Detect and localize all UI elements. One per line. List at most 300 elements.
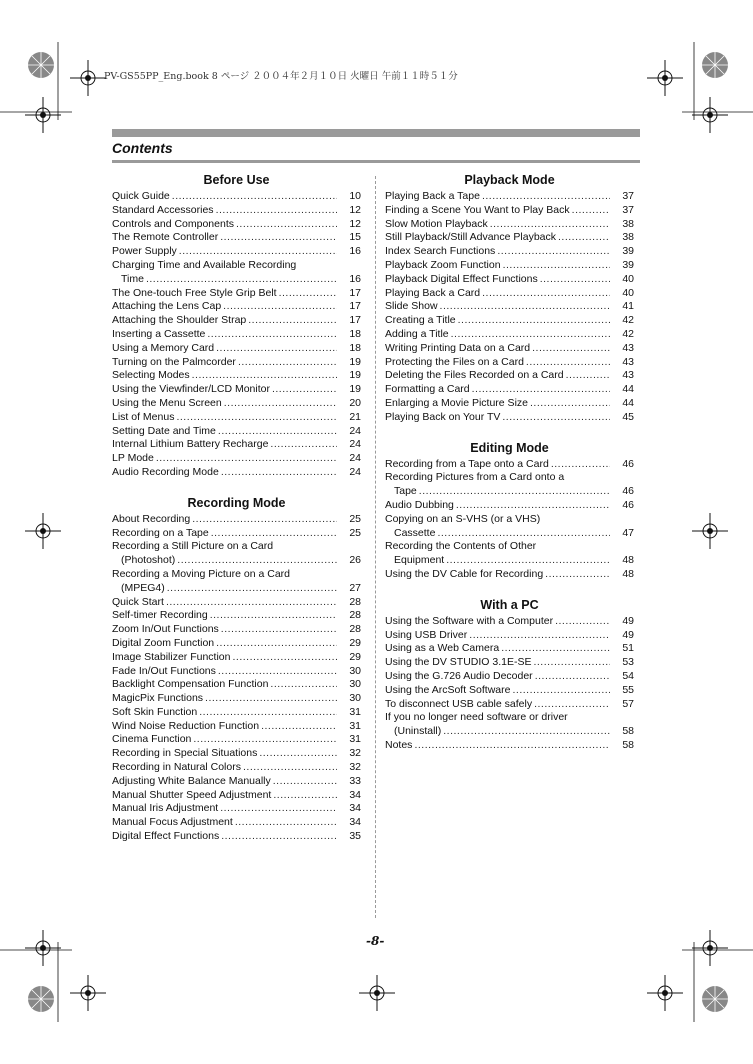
- dot-leader: [221, 830, 337, 844]
- toc-entry: [112, 720, 361, 734]
- toc-entry-page: 24: [349, 465, 361, 478]
- toc-entry-text: Audio Dubbing: [385, 498, 454, 511]
- toc-entry: [385, 231, 634, 245]
- toc-entry: [112, 678, 361, 692]
- toc-entry-text: Controls and Components: [112, 217, 234, 230]
- dot-leader: [243, 761, 337, 775]
- toc-entry-page: 40: [622, 286, 634, 299]
- toc-entry-text: Deleting the Files Recorded on a Card: [385, 369, 564, 382]
- toc-entry-page: 18: [349, 327, 361, 340]
- toc-entry: [385, 314, 634, 328]
- toc-entry-text: Tape: [394, 485, 417, 498]
- header-note: PV-GS55PP_Eng.book 8 ページ ２００４年２月１０日 火曜日 午前１１時５１分: [104, 71, 458, 82]
- dot-leader: [533, 656, 610, 670]
- toc-entry-page: 42: [622, 327, 634, 340]
- toc-entry-text: Quick Guide: [112, 190, 170, 202]
- toc-entry-text: Using a Memory Card: [112, 341, 215, 354]
- dot-leader: [458, 314, 610, 328]
- toc-entry-text: Time: [121, 272, 144, 285]
- toc-section: [112, 172, 361, 480]
- toc-entry: [112, 609, 361, 623]
- toc-entry: [385, 711, 634, 739]
- toc-entry-page: 58: [622, 725, 634, 738]
- toc-entry-text: Soft Skin Function: [112, 705, 198, 718]
- toc-entry-page: 33: [349, 774, 361, 787]
- toc-entry-page: 19: [349, 369, 361, 382]
- toc-entry-page: 12: [349, 203, 361, 216]
- dot-leader: [192, 513, 337, 527]
- toc-entry: [385, 287, 634, 301]
- toc-entry: [112, 383, 361, 397]
- toc-entry-page: 46: [622, 498, 634, 511]
- toc-entry-text: Recording a Moving Picture on a Card: [112, 567, 291, 580]
- toc-entry: [385, 739, 634, 753]
- toc-entry-text: Protecting the Files on a Card: [385, 355, 524, 368]
- dot-leader: [419, 485, 610, 499]
- section-title: Before Use: [203, 173, 270, 187]
- toc-entry: [112, 259, 361, 287]
- toc-entry: [112, 466, 361, 480]
- toc-entry-page: 42: [622, 314, 634, 327]
- title-bar: [112, 129, 640, 137]
- toc-entry-text: The Remote Controller: [112, 231, 219, 244]
- toc-entry-page: 25: [349, 526, 361, 539]
- toc-entry-text: Manual Shutter Speed Adjustment: [112, 788, 272, 801]
- dot-leader: [469, 629, 610, 643]
- toc-entry: [112, 314, 361, 328]
- dot-leader: [532, 342, 610, 356]
- dot-leader: [220, 802, 337, 816]
- toc-entry: [385, 684, 634, 698]
- dot-leader: [192, 369, 337, 383]
- toc-entry-text: Turning on the Palmcorder: [112, 355, 236, 368]
- toc-entry-page: 57: [622, 697, 634, 710]
- dot-leader: [220, 231, 337, 245]
- toc-entry-text: Adding a Title: [385, 327, 449, 340]
- toc-entry-page: 10: [349, 190, 361, 202]
- dot-leader: [270, 438, 337, 452]
- toc-entry-text: Fade In/Out Functions: [112, 664, 216, 677]
- title-rule: [112, 160, 640, 163]
- toc-entry: [112, 540, 361, 568]
- toc-entry-page: 31: [349, 705, 361, 718]
- dot-leader: [437, 527, 610, 541]
- column-divider: [375, 176, 376, 918]
- toc-entry-page: 34: [349, 788, 361, 801]
- toc-entry-page: 25: [349, 512, 361, 525]
- dot-leader: [446, 554, 610, 568]
- toc-entry: [112, 425, 361, 439]
- toc-entry: [385, 656, 634, 670]
- toc-entry: [112, 733, 361, 747]
- toc-entry-page: 55: [622, 683, 634, 696]
- section-title: Recording Mode: [187, 495, 286, 510]
- toc-entry-page: 24: [349, 438, 361, 451]
- toc-entry-page: 29: [349, 636, 361, 649]
- dot-leader: [216, 204, 337, 218]
- toc-entry-text: Cassette: [394, 526, 436, 539]
- toc-entry-text: Charging Time and Available Recording: [112, 258, 297, 271]
- toc-entry-page: 38: [622, 217, 634, 230]
- toc-entry-text: Attaching the Lens Cap: [112, 300, 222, 313]
- toc-entry-text: Recording from a Tape onto a Card: [385, 457, 549, 470]
- dot-leader: [572, 204, 610, 218]
- dot-leader: [530, 397, 610, 411]
- toc-entry-page: 47: [622, 526, 634, 539]
- toc-entry: [385, 629, 634, 643]
- right-column: [385, 172, 634, 768]
- toc-entry: [112, 513, 361, 527]
- dot-leader: [218, 665, 337, 679]
- toc-entry: [112, 623, 361, 637]
- toc-entry-page: 17: [349, 300, 361, 313]
- dot-leader: [503, 259, 610, 273]
- toc-entry-page: 39: [622, 245, 634, 258]
- toc-entry: [112, 775, 361, 789]
- toc-entry-page: 45: [622, 410, 634, 423]
- dot-leader: [224, 397, 337, 411]
- toc-entry-text: Slide Show: [385, 300, 438, 313]
- toc-entry-text: Notes: [385, 738, 413, 751]
- toc-entry-text: List of Menus: [112, 410, 175, 423]
- dot-leader: [223, 300, 337, 314]
- toc-entry-text: Digital Zoom Function: [112, 636, 215, 649]
- dot-leader: [221, 623, 337, 637]
- toc-entry: [112, 300, 361, 314]
- toc-entry-text: LP Mode: [112, 452, 154, 465]
- page-number: -8-: [366, 934, 385, 948]
- toc-entry: [112, 789, 361, 803]
- toc-entry-text: Using the ArcSoft Software: [385, 683, 511, 696]
- toc-entry-page: 18: [349, 341, 361, 354]
- toc-entry: [385, 615, 634, 629]
- toc-entry: [385, 369, 634, 383]
- toc-entry: [385, 513, 634, 541]
- toc-entry: [385, 273, 634, 287]
- toc-entry-page: 37: [622, 203, 634, 216]
- toc-entry-text: Playback Digital Effect Functions: [385, 272, 538, 285]
- toc-entry-page: 32: [349, 761, 361, 774]
- dot-leader: [193, 733, 337, 747]
- toc-entry-page: 28: [349, 623, 361, 636]
- toc-entry-page: 30: [349, 692, 361, 705]
- toc-entry: [385, 670, 634, 684]
- toc-entry-text: Finding a Scene You Want to Play Back: [385, 203, 570, 216]
- toc-entry-page: 15: [349, 231, 361, 244]
- toc-entry-text: MagicPix Functions: [112, 692, 204, 705]
- dot-leader: [177, 554, 337, 568]
- toc-entry-page: 37: [622, 190, 634, 202]
- toc-entry-text: Power Supply: [112, 245, 177, 258]
- dot-leader: [261, 720, 337, 734]
- toc-entry-text: Self-timer Recording: [112, 609, 208, 622]
- toc-entry: [385, 204, 634, 218]
- toc-entry: [385, 190, 634, 204]
- toc-entry-text: Cinema Function: [112, 733, 192, 746]
- toc-entry: [385, 458, 634, 472]
- toc-entry-text: Audio Recording Mode: [112, 465, 219, 478]
- toc-entry-page: 53: [622, 656, 634, 669]
- toc-entry-text: Using USB Driver: [385, 628, 468, 641]
- toc-entry-text: The One-touch Free Style Grip Belt: [112, 286, 277, 299]
- toc-entry-text: Inserting a Cassette: [112, 327, 206, 340]
- toc-entry-page: 30: [349, 664, 361, 677]
- toc-entry-page: 34: [349, 816, 361, 829]
- dot-leader: [512, 684, 610, 698]
- dot-leader: [236, 218, 337, 232]
- toc-entry: [112, 692, 361, 706]
- toc-entry-page: 29: [349, 650, 361, 663]
- dot-leader: [482, 190, 610, 204]
- toc-entry: [112, 637, 361, 651]
- toc-entry-page: 46: [622, 485, 634, 498]
- toc-entry: [112, 568, 361, 596]
- dot-leader: [555, 615, 610, 629]
- toc-entry-text: Creating a Title: [385, 314, 456, 327]
- dot-leader: [270, 678, 337, 692]
- toc-entry-page: 35: [349, 830, 361, 843]
- dot-leader: [443, 725, 610, 739]
- dot-leader: [176, 411, 337, 425]
- toc-entry-text: Playback Zoom Function: [385, 258, 501, 271]
- toc-entry-text: Adjusting White Balance Manually: [112, 774, 271, 787]
- toc-entry-text: (MPEG4): [121, 581, 165, 594]
- toc-entry-page: 43: [622, 355, 634, 368]
- dot-leader: [472, 383, 610, 397]
- toc-entry-text: Using the Software with a Computer: [385, 614, 554, 627]
- toc-entry-page: 44: [622, 396, 634, 409]
- dot-leader: [221, 466, 337, 480]
- dot-leader: [167, 582, 337, 596]
- toc-entry-text: Writing Printing Data on a Card: [385, 341, 531, 354]
- toc-entry: [112, 190, 361, 204]
- toc-entry-text: Wind Noise Reduction Function: [112, 719, 260, 732]
- dot-leader: [558, 231, 610, 245]
- dot-leader: [526, 356, 610, 370]
- toc-entry-page: 41: [622, 300, 634, 313]
- dot-leader: [272, 383, 337, 397]
- dot-leader: [172, 190, 337, 204]
- toc-entry-text: Slow Motion Playback: [385, 217, 488, 230]
- toc-entry: [385, 568, 634, 582]
- toc-entry-text: Recording in Special Situations: [112, 747, 258, 760]
- toc-entry: [385, 383, 634, 397]
- dot-leader: [497, 245, 610, 259]
- toc-entry-page: 49: [622, 628, 634, 641]
- toc-entry: [112, 830, 361, 844]
- toc-entry: [385, 540, 634, 568]
- toc-entry: [385, 471, 634, 499]
- toc-entry-page: 17: [349, 286, 361, 299]
- dot-leader: [156, 452, 337, 466]
- toc-entry: [112, 747, 361, 761]
- toc-entry-page: 24: [349, 424, 361, 437]
- dot-leader: [490, 218, 610, 232]
- toc-section: [385, 597, 634, 753]
- toc-entry: [112, 356, 361, 370]
- dot-leader: [199, 706, 337, 720]
- dot-leader: [456, 499, 610, 513]
- dot-leader: [146, 273, 337, 287]
- toc-entry-text: Recording the Contents of Other: [385, 540, 537, 553]
- dot-leader: [205, 692, 337, 706]
- toc-entry: [112, 452, 361, 466]
- toc-entry-text: Attaching the Shoulder Strap: [112, 314, 247, 327]
- toc-entry: [385, 698, 634, 712]
- toc-entry: [385, 328, 634, 342]
- dot-leader: [501, 642, 610, 656]
- toc-entry-page: 16: [349, 245, 361, 258]
- toc-entry-page: 40: [622, 272, 634, 285]
- toc-entry-page: 20: [349, 396, 361, 409]
- toc-entry-text: Recording on a Tape: [112, 526, 209, 539]
- dot-leader: [166, 596, 337, 610]
- toc-entry: [112, 596, 361, 610]
- toc-entry-page: 28: [349, 609, 361, 622]
- toc-entry-page: 19: [349, 355, 361, 368]
- toc-entry: [112, 527, 361, 541]
- toc-entry-text: Selecting Modes: [112, 369, 190, 382]
- dot-leader: [218, 425, 337, 439]
- section-title: Playback Mode: [464, 173, 555, 187]
- dot-leader: [211, 527, 337, 541]
- dot-leader: [440, 300, 610, 314]
- dot-leader: [414, 739, 610, 753]
- toc-entry: [112, 204, 361, 218]
- section-title: With a PC: [480, 597, 539, 612]
- dot-leader: [216, 342, 337, 356]
- toc-entry: [385, 218, 634, 232]
- dot-leader: [235, 816, 337, 830]
- toc-entry: [112, 761, 361, 775]
- dot-leader: [535, 670, 610, 684]
- toc-entry-text: Manual Iris Adjustment: [112, 802, 219, 815]
- dot-leader: [540, 273, 610, 287]
- toc-entry-page: 43: [622, 369, 634, 382]
- dot-leader: [482, 287, 610, 301]
- toc-entry-text: Playing Back on Your TV: [385, 410, 501, 423]
- toc-entry-page: 26: [349, 554, 361, 567]
- toc-entry: [385, 259, 634, 273]
- toc-entry-text: Recording in Natural Colors: [112, 761, 241, 774]
- toc-entry-text: Using the DV Cable for Recording: [385, 567, 544, 580]
- dot-leader: [238, 356, 337, 370]
- toc-entry-text: Using the Menu Screen: [112, 396, 222, 409]
- toc-entry: [112, 328, 361, 342]
- dot-leader: [273, 775, 337, 789]
- toc-entry-text: Quick Start: [112, 595, 164, 608]
- toc-entry-text: If you no longer need software or driver: [385, 711, 568, 724]
- toc-entry: [385, 499, 634, 513]
- toc-entry-page: 31: [349, 719, 361, 732]
- toc-entry-text: Index Search Functions: [385, 245, 496, 258]
- toc-entry-page: 12: [349, 217, 361, 230]
- toc-entry: [112, 665, 361, 679]
- toc-entry-text: Image Stabilizer Function: [112, 650, 231, 663]
- toc-entry-text: (Photoshot): [121, 554, 176, 567]
- dot-leader: [259, 747, 337, 761]
- dot-leader: [279, 287, 337, 301]
- toc-entry: [385, 356, 634, 370]
- toc-entry-page: 39: [622, 258, 634, 271]
- toc-entry: [112, 369, 361, 383]
- toc-entry-text: (Uninstall): [394, 725, 442, 738]
- toc-entry-page: 32: [349, 747, 361, 760]
- toc-entry-text: Internal Lithium Battery Recharge: [112, 438, 269, 451]
- toc-entry-text: Manual Focus Adjustment: [112, 816, 233, 829]
- dot-leader: [551, 458, 610, 472]
- toc-entry-text: Formatting a Card: [385, 383, 470, 396]
- toc-entry-text: Backlight Compensation Function: [112, 678, 269, 691]
- toc-entry: [385, 245, 634, 259]
- toc-entry: [112, 706, 361, 720]
- toc-entry: [112, 342, 361, 356]
- toc-entry-text: Still Playback/Still Advance Playback: [385, 231, 556, 244]
- toc-entry-page: 49: [622, 614, 634, 627]
- toc-entry: [385, 300, 634, 314]
- toc-entry-text: Using the G.726 Audio Decoder: [385, 669, 533, 682]
- left-column: [112, 172, 361, 859]
- toc-section: [385, 172, 634, 425]
- page-title: Contents: [112, 140, 173, 156]
- dot-leader: [566, 369, 610, 383]
- toc-section: [385, 440, 634, 582]
- dot-leader: [210, 609, 337, 623]
- toc-entry-text: Equipment: [394, 554, 445, 567]
- toc-entry: [112, 816, 361, 830]
- toc-entry: [385, 397, 634, 411]
- toc-entry-text: Digital Effect Functions: [112, 830, 220, 843]
- toc-entry-page: 58: [622, 738, 634, 751]
- toc-entry-page: 48: [622, 567, 634, 580]
- toc-entry-text: Playing Back a Tape: [385, 190, 480, 202]
- toc-entry-page: 16: [349, 272, 361, 285]
- dot-leader: [232, 651, 337, 665]
- toc-entry-page: 48: [622, 554, 634, 567]
- toc-entry-text: To disconnect USB cable safely: [385, 697, 533, 710]
- toc-entry-page: 19: [349, 383, 361, 396]
- toc-entry-text: Standard Accessories: [112, 203, 214, 216]
- toc-entry-page: 51: [622, 642, 634, 655]
- dot-leader: [534, 698, 610, 712]
- toc-entry-page: 44: [622, 383, 634, 396]
- toc-entry: [385, 642, 634, 656]
- toc-entry-text: Recording Pictures from a Card onto a: [385, 471, 565, 484]
- toc-entry-text: Recording a Still Picture on a Card: [112, 540, 274, 553]
- dot-leader: [179, 245, 337, 259]
- toc-entry-page: 34: [349, 802, 361, 815]
- toc-entry: [112, 397, 361, 411]
- toc-entry-page: 46: [622, 457, 634, 470]
- toc-entry-page: 21: [349, 410, 361, 423]
- toc-entry-text: Using the DV STUDIO 3.1E-SE: [385, 656, 532, 669]
- toc-section: [112, 495, 361, 844]
- dot-leader: [207, 328, 337, 342]
- toc-entry-text: About Recording: [112, 512, 191, 525]
- toc-entry-text: Copying on an S-VHS (or a VHS): [385, 512, 541, 525]
- toc-entry: [112, 231, 361, 245]
- toc-entry: [112, 218, 361, 232]
- toc-entry-text: Playing Back a Card: [385, 286, 481, 299]
- dot-leader: [273, 789, 337, 803]
- toc-entry-page: 31: [349, 733, 361, 746]
- toc-entry-page: 17: [349, 314, 361, 327]
- toc-entry-text: Using the Viewfinder/LCD Monitor: [112, 383, 270, 396]
- toc-entry-page: 30: [349, 678, 361, 691]
- toc-entry-text: Setting Date and Time: [112, 424, 216, 437]
- dot-leader: [502, 411, 610, 425]
- dot-leader: [451, 328, 610, 342]
